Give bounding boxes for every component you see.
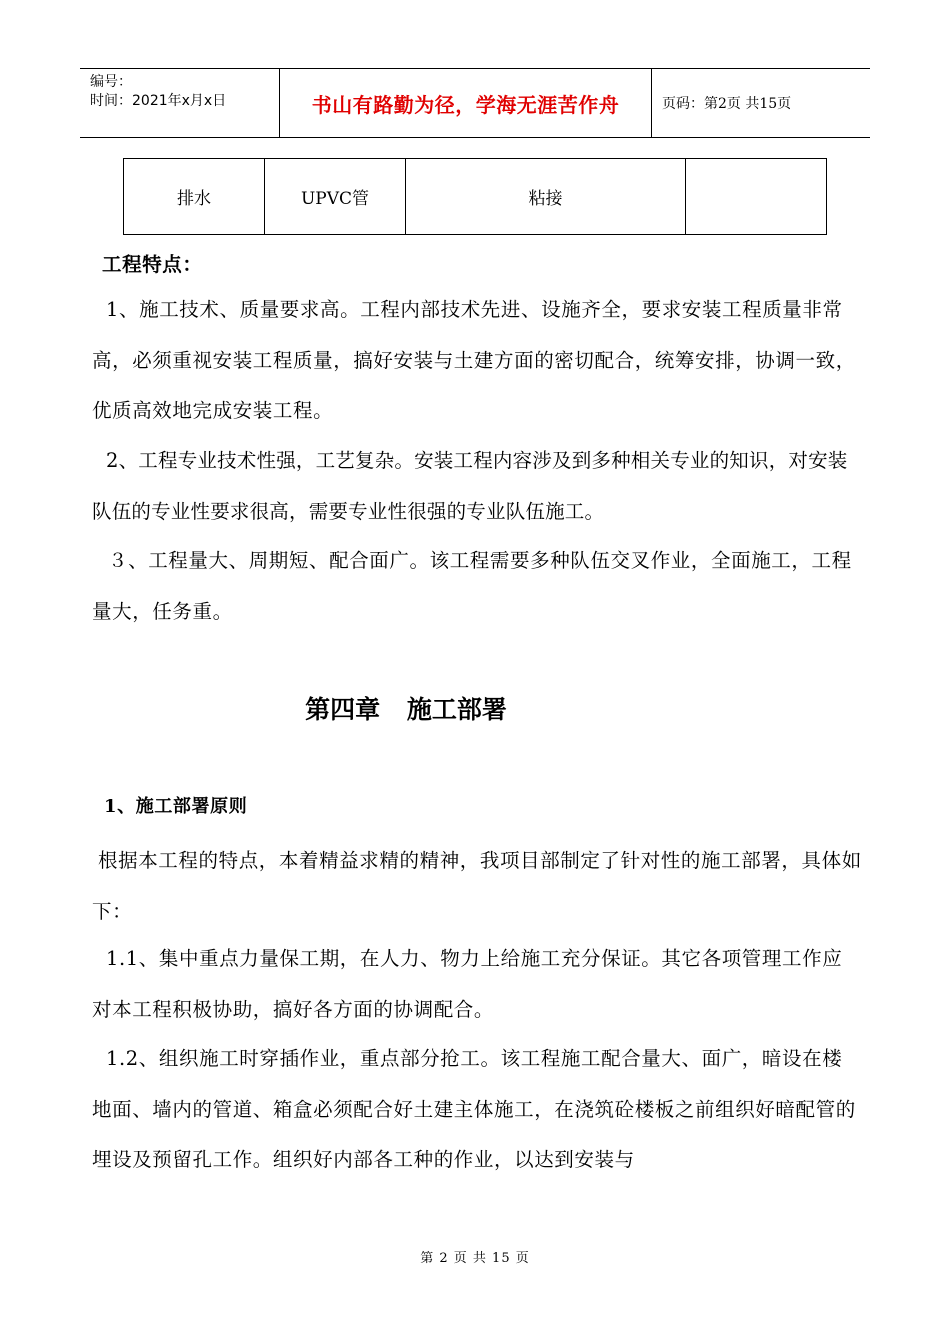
table-cell: 排水 xyxy=(124,159,265,235)
code-label: 编号： xyxy=(90,74,132,90)
subsection-heading: 1、施工部署原则 xyxy=(104,796,248,817)
header-motto: 书山有路勤为径，学海无涯苦作舟 xyxy=(280,69,652,137)
page-header xyxy=(80,68,870,138)
table-cell: UPVC管 xyxy=(265,159,406,235)
header-page-info: 页码：第2页 共15页 xyxy=(662,96,792,112)
paragraph: 2、工程专业技术性强，工艺复杂。安装工程内容涉及到多种相关专业的知识，对安装队伍的专业性要求很高，需要专业性很强的专业队伍施工。 xyxy=(92,449,848,523)
paragraph: ３、工程量大、周期短、配合面广。该工程需要多种队伍交叉作业，全面施工，工程量大，任务重。 xyxy=(92,549,852,623)
spec-table xyxy=(123,158,827,235)
paragraph: 1、施工技术、质量要求高。工程内部技术先进、设施齐全，要求安装工程质量非常高，必须重视安装工程质量，搞好安装与土建方面的密切配合，统筹安排，协调一致，优质高效地完成安装工程。 xyxy=(92,298,856,422)
table-row xyxy=(124,159,827,235)
date-line: 时间：2021年x月x日 xyxy=(90,93,227,109)
header-meta xyxy=(80,69,280,137)
paragraph: 根据本工程的特点，本着精益求精的精神，我项目部制定了针对性的施工部署，具体如下： xyxy=(92,849,862,923)
paragraph: 1.1、集中重点力量保工期，在人力、物力上给施工充分保证。其它各项管理工作应对本工程积极协助，搞好各方面的协调配合。 xyxy=(92,947,843,1021)
table-cell xyxy=(686,159,827,235)
section-title: 工程特点： xyxy=(102,253,203,276)
paragraph: 1.2、组织施工时穿插作业，重点部分抢工。该工程施工配合量大、面广，暗设在楼地面、墙内的管道、箱盒必须配合好土建主体施工，在浇筑砼楼板之前组织好暗配管的埋设及预留孔工作。组织好内部各工种的作业，以达到安装与 xyxy=(92,1047,856,1171)
table-cell: 粘接 xyxy=(406,159,686,235)
chapter-title: 第四章 施工部署 xyxy=(305,695,507,724)
page-footer: 第 2 页 共 15 页 xyxy=(420,1251,530,1266)
